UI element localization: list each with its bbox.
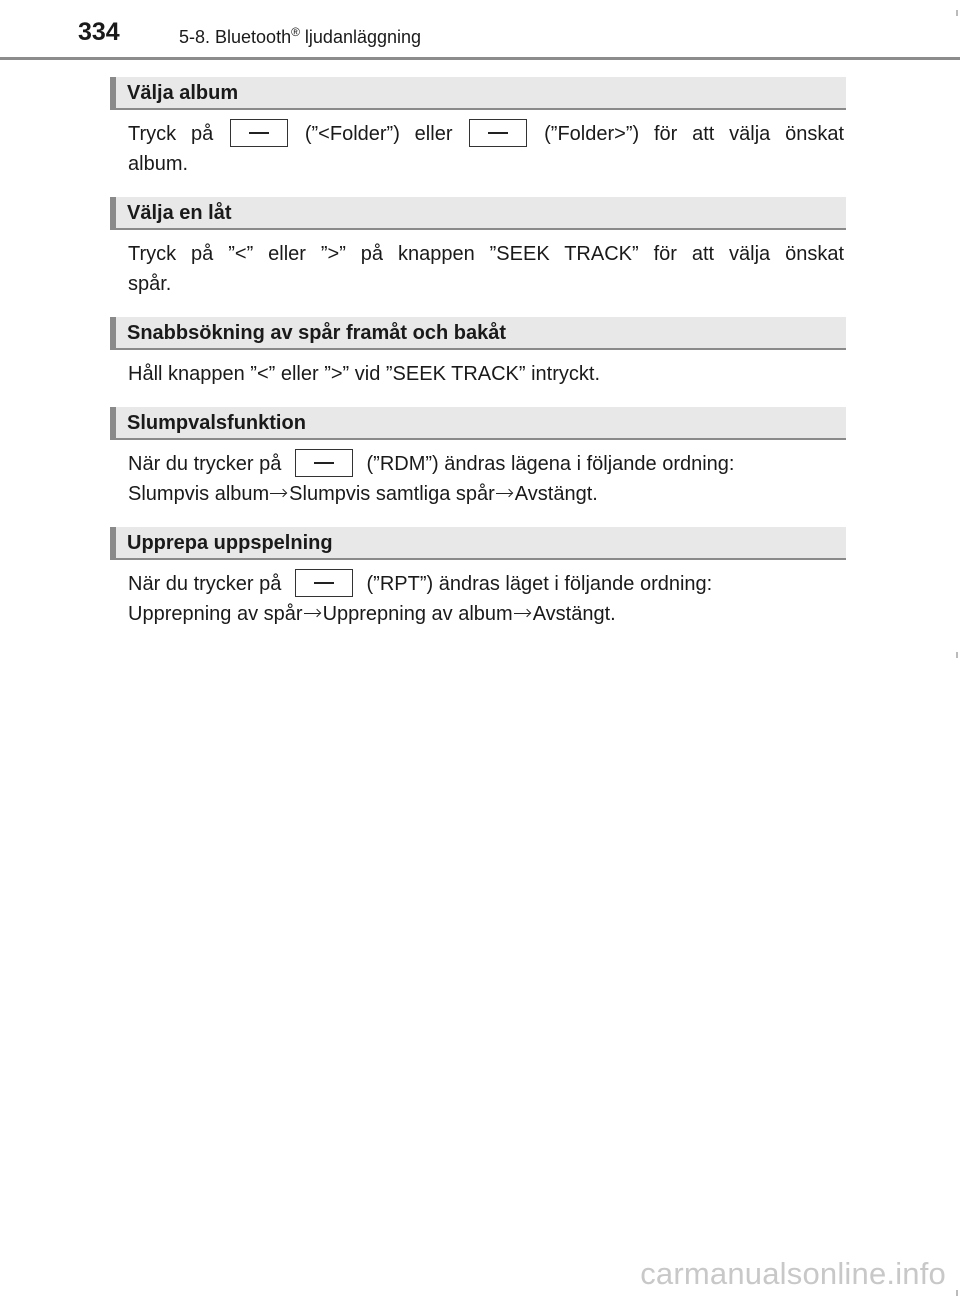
section-heading-repeat [110,527,846,560]
album-paragraph-line2: album. [128,153,189,175]
text-fragment: Avstängt. [514,483,598,505]
text-fragment: (”Folder>”) för att välja önskat [544,123,845,145]
edge-mark [956,10,958,16]
text-fragment: Slumpvis samtliga spår [289,483,495,505]
text-fragment: Upprepning av spår [128,603,303,625]
section-title: Snabbsökning av spår framåt och bakåt [127,322,506,344]
text-fragment: (”<Folder”) eller [304,123,453,145]
rdm-button-icon [295,449,353,477]
folder-down-button-icon [230,119,288,147]
text-fragment: (”RDM”) ändras lägena i följande ordning: [366,453,735,475]
text-fragment: Tryck på [128,123,214,145]
section-title: Slumpvalsfunktion [127,412,306,434]
chapter-title-prefix: 5-8. Bluetooth [179,27,292,47]
section-heading-seek [110,317,846,350]
seek-paragraph: Håll knappen ”<” eller ”>” vid ”SEEK TRACK” intryckt. [128,363,601,385]
chapter-title [179,25,421,48]
section-heading-album [110,77,846,110]
random-paragraph-line1 [128,449,844,479]
album-paragraph-line1 [128,119,844,149]
text-fragment: Avstängt. [532,603,616,625]
edge-mark [956,1290,958,1296]
watermark: carmanualsonline.info [640,1256,946,1291]
repeat-paragraph-line1 [128,569,844,599]
text-fragment: Upprepning av album [322,603,513,625]
random-paragraph-line2 [128,479,844,509]
arrow-right-icon [495,487,515,499]
folder-up-button-icon [469,119,527,147]
repeat-paragraph-line2 [128,599,844,629]
text-fragment: (”RPT”) ändras läget i följande ordning: [366,573,713,595]
page-number: 334 [78,18,120,46]
rpt-button-icon [295,569,353,597]
edge-mark [956,652,958,658]
section-heading-random [110,407,846,440]
section-title: Upprepa uppspelning [127,532,333,554]
arrow-right-icon [513,607,533,619]
header-rule [0,57,960,60]
section-title: Välja album [127,82,239,104]
track-paragraph-line1: Tryck på ”<” eller ”>” på knappen ”SEEK TRACK” för att välja önskat [128,243,844,265]
section-heading-track [110,197,846,230]
text-fragment: Slumpvis album [128,483,270,505]
page-header [0,0,960,62]
arrow-right-icon [269,487,289,499]
chapter-title-suffix: ljudanläggning [299,27,422,47]
section-title: Välja en låt [127,202,232,224]
text-fragment: När du trycker på [128,573,282,595]
arrow-right-icon [303,607,323,619]
text-fragment: När du trycker på [128,453,282,475]
track-paragraph-line2: spår. [128,273,172,295]
registered-mark: ® [291,25,300,39]
